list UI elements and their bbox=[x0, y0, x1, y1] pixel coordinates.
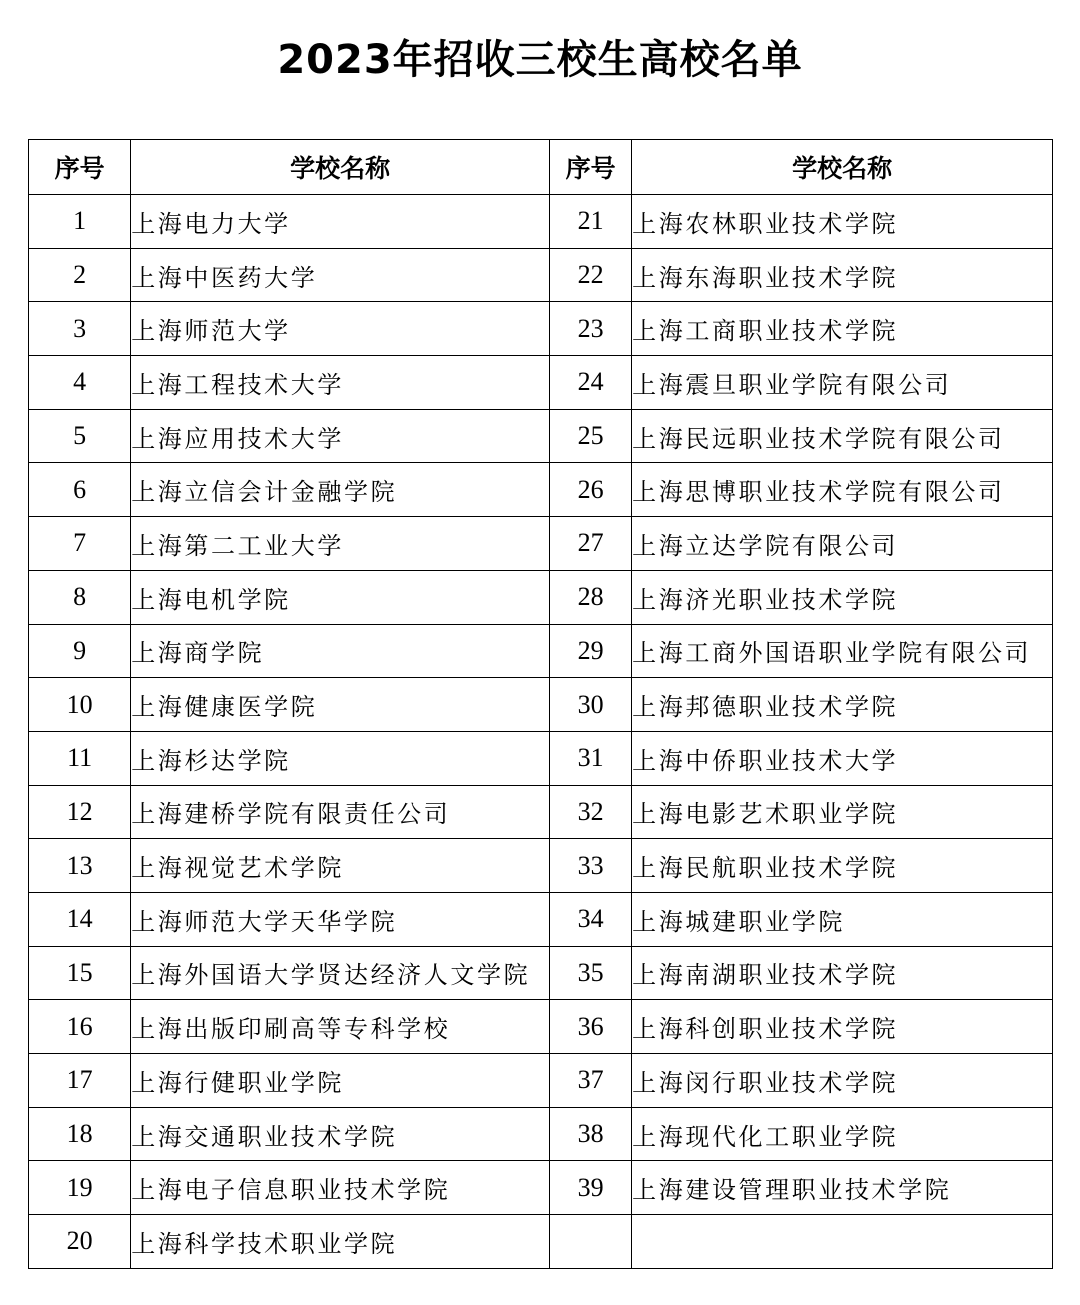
row-school-name-left: 上海工程技术大学 bbox=[131, 356, 550, 410]
row-school-name-left: 上海第二工业大学 bbox=[131, 517, 550, 571]
row-school-name-left: 上海应用技术大学 bbox=[131, 409, 550, 463]
table-row bbox=[29, 248, 1053, 302]
header-name-right: 学校名称 bbox=[632, 140, 1053, 195]
table-row bbox=[29, 946, 1053, 1000]
header-name-left: 学校名称 bbox=[131, 140, 550, 195]
row-seq-right: 32 bbox=[550, 785, 632, 839]
table-row bbox=[29, 302, 1053, 356]
row-seq-left: 13 bbox=[29, 839, 131, 893]
row-school-name-right: 上海立达学院有限公司 bbox=[632, 517, 1053, 571]
row-seq-left: 20 bbox=[29, 1215, 131, 1269]
row-school-name-right: 上海民远职业技术学院有限公司 bbox=[632, 409, 1053, 463]
row-school-name-left: 上海交通职业技术学院 bbox=[131, 1107, 550, 1161]
table-row bbox=[29, 1000, 1053, 1054]
row-seq-right: 21 bbox=[550, 195, 632, 249]
row-seq-right: 33 bbox=[550, 839, 632, 893]
school-list-table bbox=[28, 139, 1053, 1269]
row-seq-right: 38 bbox=[550, 1107, 632, 1161]
row-school-name-left: 上海视觉艺术学院 bbox=[131, 839, 550, 893]
row-school-name-left: 上海师范大学天华学院 bbox=[131, 892, 550, 946]
row-seq-left: 1 bbox=[29, 195, 131, 249]
row-seq-left: 6 bbox=[29, 463, 131, 517]
row-seq-right: 34 bbox=[550, 892, 632, 946]
table-row bbox=[29, 839, 1053, 893]
row-seq-left: 18 bbox=[29, 1107, 131, 1161]
row-seq-right: 29 bbox=[550, 624, 632, 678]
table-row bbox=[29, 624, 1053, 678]
table-row bbox=[29, 195, 1053, 249]
row-seq-left: 2 bbox=[29, 248, 131, 302]
row-seq-right: 36 bbox=[550, 1000, 632, 1054]
row-school-name-right: 上海建设管理职业技术学院 bbox=[632, 1161, 1053, 1215]
row-school-name-right: 上海济光职业技术学院 bbox=[632, 570, 1053, 624]
row-school-name-right bbox=[632, 1215, 1053, 1269]
row-seq-right: 30 bbox=[550, 678, 632, 732]
table-row bbox=[29, 678, 1053, 732]
row-seq-left: 17 bbox=[29, 1054, 131, 1108]
table-row bbox=[29, 356, 1053, 410]
row-seq-right: 35 bbox=[550, 946, 632, 1000]
row-school-name-left: 上海电机学院 bbox=[131, 570, 550, 624]
table-row bbox=[29, 409, 1053, 463]
table-row bbox=[29, 785, 1053, 839]
table-row bbox=[29, 517, 1053, 571]
row-school-name-left: 上海电子信息职业技术学院 bbox=[131, 1161, 550, 1215]
header-seq-right: 序号 bbox=[550, 140, 632, 195]
row-school-name-right: 上海工商外国语职业学院有限公司 bbox=[632, 624, 1053, 678]
header-seq-left: 序号 bbox=[29, 140, 131, 195]
row-school-name-left: 上海师范大学 bbox=[131, 302, 550, 356]
table-row bbox=[29, 463, 1053, 517]
page-title: 2023年招收三校生高校名单 bbox=[277, 37, 803, 83]
row-school-name-right: 上海科创职业技术学院 bbox=[632, 1000, 1053, 1054]
row-seq-left: 14 bbox=[29, 892, 131, 946]
row-seq-left: 3 bbox=[29, 302, 131, 356]
row-school-name-right: 上海东海职业技术学院 bbox=[632, 248, 1053, 302]
row-school-name-left: 上海外国语大学贤达经济人文学院 bbox=[131, 946, 550, 1000]
row-seq-left: 12 bbox=[29, 785, 131, 839]
row-school-name-right: 上海邦德职业技术学院 bbox=[632, 678, 1053, 732]
row-seq-right: 23 bbox=[550, 302, 632, 356]
row-seq-left: 7 bbox=[29, 517, 131, 571]
row-school-name-right: 上海民航职业技术学院 bbox=[632, 839, 1053, 893]
row-school-name-left: 上海建桥学院有限责任公司 bbox=[131, 785, 550, 839]
row-school-name-left: 上海电力大学 bbox=[131, 195, 550, 249]
table-row bbox=[29, 1054, 1053, 1108]
table-row bbox=[29, 570, 1053, 624]
row-seq-right: 31 bbox=[550, 731, 632, 785]
row-seq-right: 39 bbox=[550, 1161, 632, 1215]
row-school-name-left: 上海出版印刷高等专科学校 bbox=[131, 1000, 550, 1054]
row-seq-right: 28 bbox=[550, 570, 632, 624]
table-row bbox=[29, 1161, 1053, 1215]
row-seq-right bbox=[550, 1215, 632, 1269]
row-seq-left: 11 bbox=[29, 731, 131, 785]
row-seq-left: 8 bbox=[29, 570, 131, 624]
row-school-name-left: 上海中医药大学 bbox=[131, 248, 550, 302]
row-school-name-left: 上海商学院 bbox=[131, 624, 550, 678]
row-school-name-right: 上海农林职业技术学院 bbox=[632, 195, 1053, 249]
row-school-name-right: 上海城建职业学院 bbox=[632, 892, 1053, 946]
row-seq-right: 37 bbox=[550, 1054, 632, 1108]
row-school-name-left: 上海杉达学院 bbox=[131, 731, 550, 785]
row-school-name-left: 上海健康医学院 bbox=[131, 678, 550, 732]
row-seq-right: 25 bbox=[550, 409, 632, 463]
row-seq-left: 5 bbox=[29, 409, 131, 463]
row-school-name-right: 上海现代化工职业学院 bbox=[632, 1107, 1053, 1161]
row-seq-right: 27 bbox=[550, 517, 632, 571]
row-school-name-right: 上海南湖职业技术学院 bbox=[632, 946, 1053, 1000]
row-school-name-right: 上海思博职业技术学院有限公司 bbox=[632, 463, 1053, 517]
row-seq-right: 26 bbox=[550, 463, 632, 517]
row-seq-left: 10 bbox=[29, 678, 131, 732]
row-seq-right: 24 bbox=[550, 356, 632, 410]
row-seq-right: 22 bbox=[550, 248, 632, 302]
table-row bbox=[29, 1107, 1053, 1161]
row-school-name-left: 上海科学技术职业学院 bbox=[131, 1215, 550, 1269]
row-seq-left: 4 bbox=[29, 356, 131, 410]
row-school-name-right: 上海闵行职业技术学院 bbox=[632, 1054, 1053, 1108]
table-header-row bbox=[29, 140, 1053, 195]
table-row bbox=[29, 1215, 1053, 1269]
row-seq-left: 16 bbox=[29, 1000, 131, 1054]
table-body bbox=[29, 195, 1053, 1269]
table-row bbox=[29, 892, 1053, 946]
row-seq-left: 9 bbox=[29, 624, 131, 678]
row-school-name-right: 上海中侨职业技术大学 bbox=[632, 731, 1053, 785]
row-school-name-right: 上海电影艺术职业学院 bbox=[632, 785, 1053, 839]
row-school-name-left: 上海行健职业学院 bbox=[131, 1054, 550, 1108]
row-school-name-right: 上海震旦职业学院有限公司 bbox=[632, 356, 1053, 410]
row-school-name-right: 上海工商职业技术学院 bbox=[632, 302, 1053, 356]
row-seq-left: 15 bbox=[29, 946, 131, 1000]
row-school-name-left: 上海立信会计金融学院 bbox=[131, 463, 550, 517]
row-seq-left: 19 bbox=[29, 1161, 131, 1215]
table-row bbox=[29, 731, 1053, 785]
